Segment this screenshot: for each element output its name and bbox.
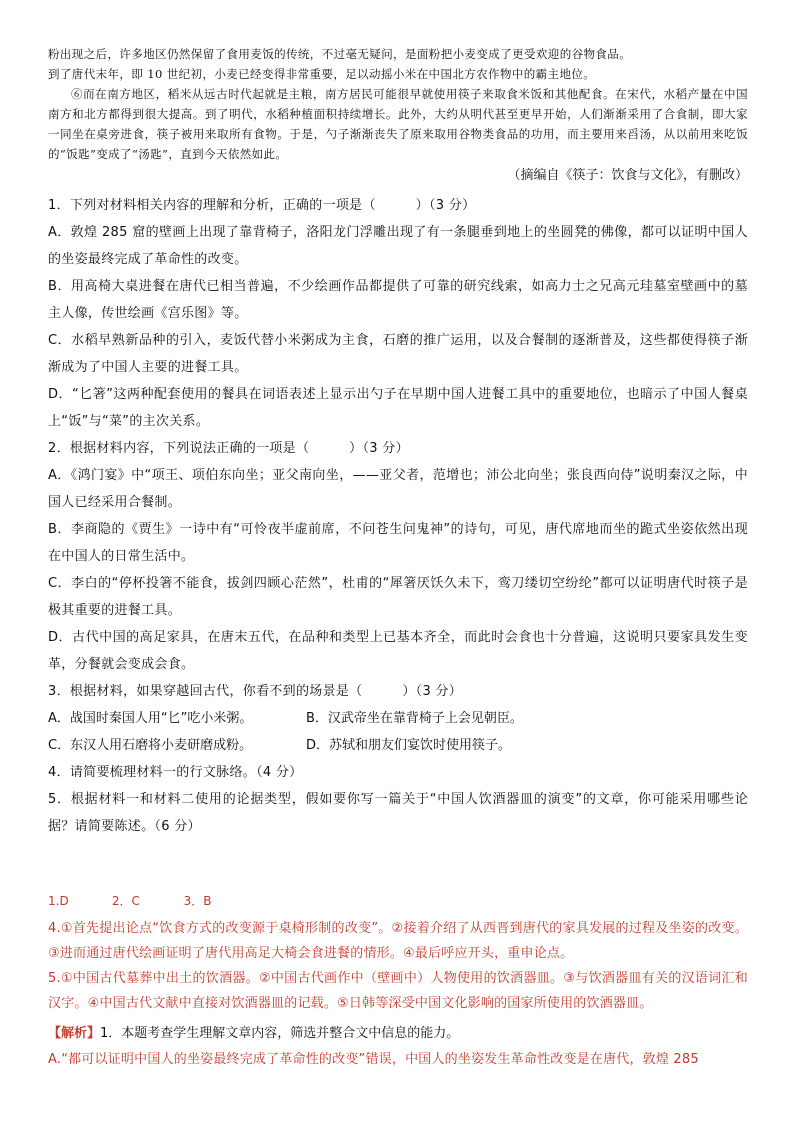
question-2-option-b: B．李商隐的《贾生》一诗中有“可怜夜半虚前席，不问苍生问鬼神”的诗句，可见，唐代席地而坐的跪式坐姿依然出现在中国人的日常生活中。 <box>48 522 748 564</box>
question-1-stem: 1．下列对材料相关内容的理解和分析，正确的一项是（ ）（3 分） <box>48 198 476 213</box>
question-2-option-d: D．古代中国的高足家具，在唐末五代，在品种和类型上已基本齐全，而此时会食也十分普遍，这说明只要家具发生变革，分餐就会变成会食。 <box>48 630 748 672</box>
answer-2: 2．C <box>111 894 140 908</box>
answer-3: 3．B <box>183 894 212 908</box>
spacer <box>48 840 748 886</box>
answer-4: 4.①首先提出论点“饮食方式的改变源于桌椅形制的改变”。②接着介绍了从西晋到唐代的家具发展的过程及坐姿的改变。③进而通过唐代绘画证明了唐代用高足大椅会食进餐的情形。④最后呼应开头，重申论点。 <box>48 921 748 961</box>
analysis-heading <box>48 1020 748 1047</box>
passage-line: 到了唐代末年，即 10 世纪初，小麦已经变得非常重要，足以动摇小米在中国北方农作物中的霸主地位。 <box>48 67 596 81</box>
question-2-stem: 2．根据材料内容，下列说法正确的一项是（ ）（3 分） <box>48 441 409 456</box>
answer-5: 5.①中国古代墓葬中出土的饮酒器。②中国古代画作中（壁画中）人物使用的饮酒器皿。③与饮酒器皿有关的汉语词汇和汉字。④中国古代文献中直接对饮酒器皿的记载。⑤日韩等深受中国文化影响的国家所使用的饮酒器皿。 <box>48 971 748 1011</box>
question-3-options-row-1 <box>48 705 748 732</box>
question-5-stem: 5．根据材料一和材料二使用的论据类型，假如要你写一篇关于“中国人饮酒器皿的演变”的文章，你可能采用哪些论据？请简要陈述。（6 分） <box>48 792 748 834</box>
passage-para2: ⑥而在南方地区，稻米从远古时代起就是主粮，南方居民可能很早就使用筷子来取食米饭和其他配食。在宋代，水稻产量在中国南方和北方都得到很大提高。到了明代，水稻种植面积持续增长。此外，大约从明代甚至更早开始，人们渐渐采用了合食制，即大家一同坐在桌旁进食，筷子被用来取所有食物。于是，勺子渐渐丧失了原来取用谷物类食品的功用，而主要用来舀汤，从以前用来吃饭的“饭匙”变成了“汤匙”，直到今天依然如此。 <box>48 87 748 161</box>
question-1-option-b: B．用高椅大桌进餐在唐代已相当普遍，不少绘画作品都提供了可靠的研究线索，如高力士之兄高元珪墓室壁画中的墓主人像，传世绘画《宫乐图》等。 <box>48 279 748 321</box>
analysis-text: 1．本题考查学生理解文章内容，筛选并整合文中信息的能力。 <box>100 1026 460 1041</box>
question-2-option-c: C．李白的“停杯投箸不能食，拔剑四顾心茫然”，杜甫的“犀箸厌饫久未下，鸾刀缕切空纷纶”都可以证明唐代时筷子是极其重要的进餐工具。 <box>48 576 748 618</box>
analysis-option-a: A.“都可以证明中国人的坐姿最终完成了革命性的改变”错误，中国人的坐姿发生革命性改变是在唐代，敦煌 285 <box>48 1052 699 1067</box>
question-4-stem: 4．请简要梳理材料一的行文脉络。（4 分） <box>48 765 303 780</box>
answer-key-row <box>48 886 748 916</box>
passage-source: （摘编自《筷子：饮食与文化》，有删改） <box>507 168 748 183</box>
analysis-tag: 【解析】 <box>48 1026 101 1041</box>
question-3-options-row-2 <box>48 732 748 759</box>
question-3-option-b: B．汉武帝坐在靠背椅子上会见朝臣。 <box>306 711 523 726</box>
answer-1: 1.D <box>48 894 69 908</box>
question-1-option-c: C．水稻早熟新品种的引入，麦饭代替小米粥成为主食，石磨的推广运用，以及合餐制的逐渐普及，这些都使得筷子渐渐成为了中国人主要的进餐工具。 <box>48 333 748 375</box>
document-page <box>48 44 748 1072</box>
question-1-option-d: D．“匕箸”这两种配套使用的餐具在词语表述上显示出勺子在早期中国人进餐工具中的重要地位，也暗示了中国人餐桌上“饭”与“菜”的主次关系。 <box>48 387 748 429</box>
passage-line: 粉出现之后，许多地区仍然保留了食用麦饭的传统，不过毫无疑问，是面粉把小麦变成了更受欢迎的谷物食品。 <box>48 47 632 61</box>
passage-para1 <box>48 44 748 84</box>
question-3-option-c: C．东汉人用石磨将小麦研磨成粉。 <box>48 738 253 753</box>
question-3-stem: 3．根据材料，如果穿越回古代，你看不到的场景是（ ）（3 分） <box>48 684 463 699</box>
question-3-option-d: D．苏轼和朋友们宴饮时使用筷子。 <box>306 738 512 753</box>
question-1-option-a: A．敦煌 285 窟的壁画上出现了靠背椅子，洛阳龙门浮雕出现了有一条腿垂到地上的坐圆凳的佛像，都可以证明中国人的坐姿最终完成了革命性的改变。 <box>48 225 748 267</box>
question-2-option-a: A．《鸿门宴》中“项王、项伯东向坐；亚父南向坐，——亚父者，范增也；沛公北向坐；张良西向侍”说明秦汉之际，中国人已经采用合餐制。 <box>48 468 748 510</box>
question-3-option-a: A．战国时秦国人用“匕”吃小米粥。 <box>48 711 253 726</box>
